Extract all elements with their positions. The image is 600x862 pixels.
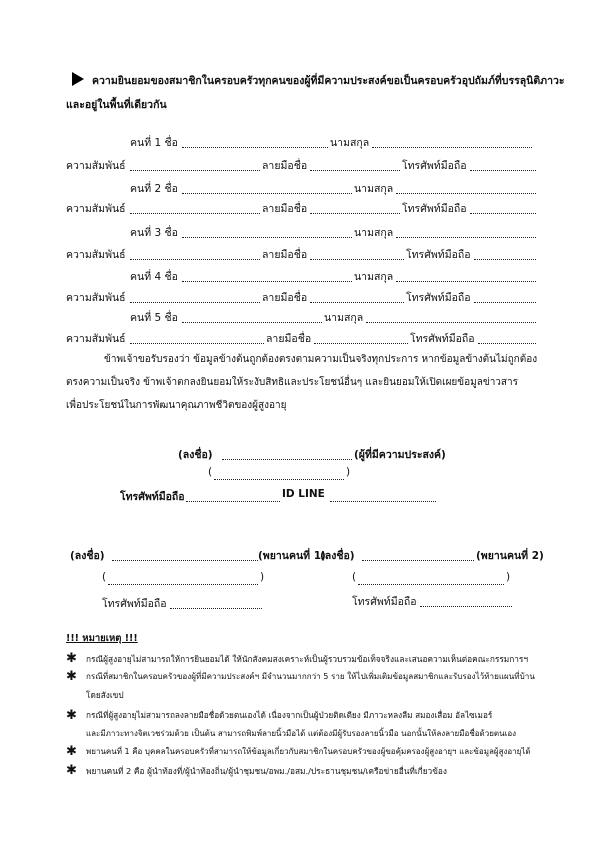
member-1-surname-label: นามสกุล [330,137,370,149]
member-5-surname-field[interactable] [366,322,536,323]
member-3-signature-field[interactable] [310,259,404,260]
note-1-star-icon: ✱ [66,651,77,666]
member-1-name-field[interactable] [182,147,328,148]
applicant-paren-open: ( [208,466,213,478]
note-3-star-icon: ✱ [66,708,77,723]
applicant-paren-close: ) [346,466,351,478]
member-4-phone-label: โทรศัพท์มือถือ [406,292,471,304]
member-3-surname-label: นามสกุล [354,227,394,239]
note-2-line-1: กรณีที่สมาชิกในครอบครัวของผู้ที่มีความประสงค์ฯ มีจำนวนมากกว่า 5 ราย ให้ไปเพิ่มเติมข้อมูลสมาชิกและรับรองไว้ท้ายแผนที่บ้าน [86,671,535,681]
member-4-phone-field[interactable] [474,302,536,303]
notes-title: !!! หมายเหตุ !!! [66,633,138,644]
member-4-surname-label: นามสกุล [354,271,394,283]
applicant-sign-label: (ลงชื่อ) [178,449,213,461]
member-4-relation-field[interactable] [130,302,260,303]
member-3-relation-field[interactable] [130,259,260,260]
member-5-phone-field[interactable] [478,343,536,344]
certification-line-1: ข้าพเจ้าขอรับรองว่า ข้อมูลข้างต้นถูกต้องตรงตามความเป็นจริงทุกประการ หากข้อมูลข้างต้นไม่ถูกต้อง [104,354,538,365]
note-4-line-1: พยานคนที่ 1 คือ บุคคลในครอบครัวที่สามารถให้ข้อมูลเกี่ยวกับสมาชิกในครอบครัวของผู้ขอคุ้มครองผู้สูงอายุฯ และข้อมูลผู้สูงอายุได้ [86,747,531,756]
member-4-signature-label: ลายมือชื่อ [262,292,308,304]
member-1-relation-label: ความสัมพันธ์ [66,160,126,172]
member-2-signature-label: ลายมือชื่อ [262,203,308,215]
member-1-signature-field[interactable] [310,170,400,171]
member-3-phone-field[interactable] [474,259,536,260]
member-2-name-field[interactable] [182,193,352,194]
applicant-role-label: (ผู้ที่มีความประสงค์) [354,449,446,461]
applicant-printed-name-field[interactable] [214,479,344,480]
member-2-relation-field[interactable] [130,213,260,214]
applicant-line-label: ID LINE [282,488,325,500]
member-2-surname-label: นามสกุล [354,183,394,195]
witness-2-phone-field[interactable] [420,606,512,607]
member-1-surname-field[interactable] [372,147,532,148]
witness-1-phone-label: โทรศัพท์มือถือ [102,598,167,610]
member-4-name-label: คนที่ 4 ชื่อ [130,271,178,283]
witness-2-signature-field[interactable] [362,560,474,561]
applicant-phone-field[interactable] [186,501,280,502]
witness-1-role-label: (พยานคนที่ 1) [258,550,326,562]
member-2-phone-label: โทรศัพท์มือถือ [402,203,467,215]
member-1-phone-label: โทรศัพท์มือถือ [402,160,467,172]
witness-1-phone-field[interactable] [170,608,262,609]
certification-line-2: ตรงความเป็นจริง ข้าพเจ้าตกลงยินยอมให้ระงับสิทธิและประโยชน์อื่นๆ และยินยอมให้เปิดเผยข้อมูลข่าวสาร [66,377,519,388]
witness-2-role-label: (พยานคนที่ 2) [476,550,544,562]
note-5-star-icon: ✱ [66,763,77,778]
member-3-phone-label: โทรศัพท์มือถือ [406,249,471,261]
certification-line-3: เพื่อประโยชน์ในการพัฒนาคุณภาพชีวิตของผู้สูงอายุ [66,400,287,411]
note-5-line-1: พยานคนที่ 2 คือ ผู้นำท้องที่/ผู้นำท้องถิ่น/ผู้นำชุมชน/อพม./อสม./ประธานชุมชน/เครือข่ายอื่นที่เกี่ยวข้อง [86,766,447,776]
member-2-relation-label: ความสัมพันธ์ [66,203,126,215]
member-2-phone-field[interactable] [470,213,536,214]
note-2-line-2: โดยสังเขป [86,690,124,700]
member-4-name-field[interactable] [182,281,352,282]
witness-2-sign-label: (ลงชื่อ) [320,550,355,562]
member-3-relation-label: ความสัมพันธ์ [66,249,126,261]
witness-1-printed-name-field[interactable] [108,584,258,585]
witness-2-paren-close: ) [506,571,511,583]
note-1-line-1: กรณีผู้สูงอายุไม่สามารถให้การยินยอมได้ ให้นักสังคมสงเคราะห์เป็นผู้รวบรวมข้อเท็จจริงและเสนอความเห็นต่อคณะกรรมการฯ [86,654,529,664]
witness-1-paren-open: ( [102,571,107,583]
member-4-surname-field[interactable] [396,281,536,282]
member-5-signature-field[interactable] [314,343,408,344]
heading-line-2: และอยู่ในพื้นที่เดียวกัน [66,99,167,111]
witness-2-printed-name-field[interactable] [358,584,504,585]
member-2-surname-field[interactable] [396,193,536,194]
applicant-phone-label: โทรศัพท์มือถือ [120,491,185,503]
bullet-arrow-icon [72,72,84,86]
member-1-name-label: คนที่ 1 ชื่อ [130,137,178,149]
member-3-name-field[interactable] [182,237,352,238]
witness-2-phone-label: โทรศัพท์มือถือ [352,596,417,608]
witness-1-sign-label: (ลงชื่อ) [70,550,105,562]
note-4-star-icon: ✱ [66,744,77,759]
witness-1-paren-close: ) [260,571,265,583]
member-5-surname-label: นามสกุล [324,312,364,324]
member-1-signature-label: ลายมือชื่อ [262,160,308,172]
member-5-relation-field[interactable] [130,343,264,344]
member-5-relation-label: ความสัมพันธ์ [66,333,126,345]
note-2-star-icon: ✱ [66,669,77,684]
heading-line-1: ความยินยอมของสมาชิกในครอบครัวทุกคนของผู้ที่มีความประสงค์ขอเป็นครอบครัวอุปถัมภ์ที่บรรลุนิติภาวะ [92,75,565,87]
member-5-phone-label: โทรศัพท์มือถือ [410,333,475,345]
member-1-relation-field[interactable] [130,170,260,171]
member-4-signature-field[interactable] [310,302,404,303]
applicant-line-id-field[interactable] [330,501,436,502]
member-2-name-label: คนที่ 2 ชื่อ [130,183,178,195]
member-3-signature-label: ลายมือชื่อ [262,249,308,261]
member-3-name-label: คนที่ 3 ชื่อ [130,227,178,239]
member-1-phone-field[interactable] [470,170,536,171]
note-3-line-2: และมีภาวะทางจิตเวชร่วมด้วย เป็นต้น สามารถพิมพ์ลายนิ้วมือได้ แต่ต้องมีผู้รับรองลายนิ้วมือ นอกนั้นให้ลงลายมือชื่อด้วยตนเอง [86,729,517,738]
witness-1-signature-field[interactable] [112,560,258,561]
member-5-name-label: คนที่ 5 ชื่อ [130,312,178,324]
member-3-surname-field[interactable] [396,237,536,238]
member-4-relation-label: ความสัมพันธ์ [66,292,126,304]
member-5-name-field[interactable] [182,322,322,323]
note-3-line-1: กรณีที่ผู้สูงอายุไม่สามารถลงลายมือชื่อด้วยตนเองได้ เนื่องจากเป็นผู้ป่วยติดเตียง มีภาวะหลงลืม สมองเสื่อม อัลไซเมอร์ [86,710,493,720]
member-5-signature-label: ลายมือชื่อ [266,333,312,345]
witness-2-paren-open: ( [352,571,357,583]
member-2-signature-field[interactable] [310,213,400,214]
applicant-signature-field[interactable] [222,459,352,460]
